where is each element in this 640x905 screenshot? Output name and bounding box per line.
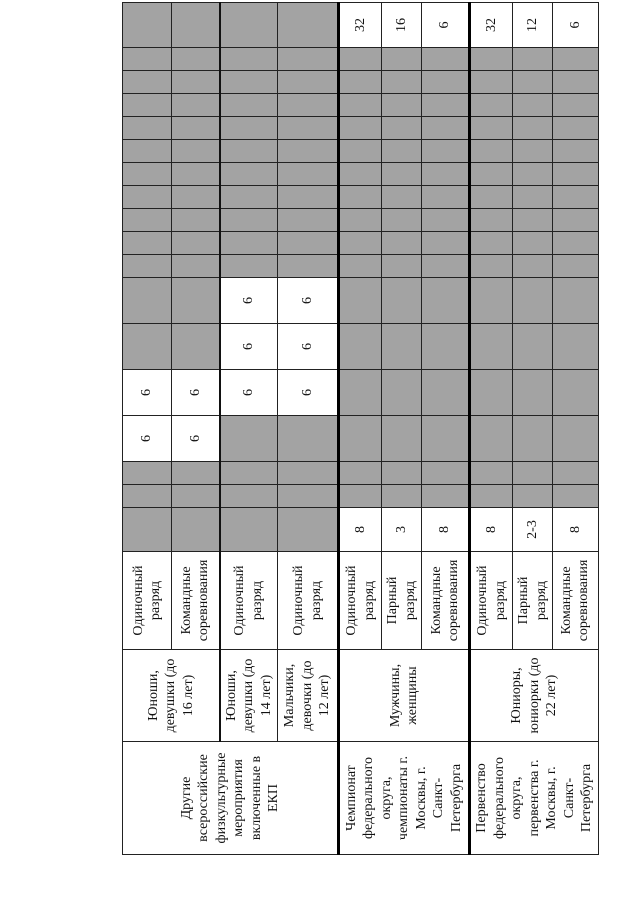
grid-cell: [339, 186, 382, 209]
grid-cell: [553, 48, 598, 71]
grid-cell: [172, 71, 220, 94]
grid-cell: [172, 278, 220, 324]
count-cell: [220, 3, 278, 48]
discipline-cell: Одиночный разряд: [220, 552, 278, 650]
grid-cell: [339, 255, 382, 278]
grid-cell: 6: [172, 416, 220, 462]
grid-cell: [553, 186, 598, 209]
grid-cell: [339, 94, 382, 117]
grid-cell: [422, 416, 470, 462]
count-cell: 6: [553, 3, 598, 48]
grid-cell: [470, 117, 513, 140]
grid-cell: [220, 186, 278, 209]
table-row: [123, 3, 172, 855]
grid-cell: [470, 163, 513, 186]
grid-cell: [278, 117, 339, 140]
discipline-cell: Командные соревнования: [553, 552, 598, 650]
grid-cell: [278, 140, 339, 163]
grid-cell: [513, 186, 553, 209]
grid-cell: [172, 94, 220, 117]
rotated-table-container: [122, 18, 594, 855]
grid-cell: [422, 117, 470, 140]
grid-cell: [382, 324, 422, 370]
grid-cell: [470, 370, 513, 416]
grid-cell: 6: [278, 278, 339, 324]
participants-cell: [278, 508, 339, 552]
grid-cell: [172, 186, 220, 209]
grid-cell: [123, 232, 172, 255]
grid-cell: [513, 163, 553, 186]
participants-cell: [172, 508, 220, 552]
grid-cell: [382, 163, 422, 186]
grid-cell: [220, 209, 278, 232]
grid-cell: [422, 232, 470, 255]
grid-cell: [172, 462, 220, 485]
count-cell: 12: [513, 3, 553, 48]
grid-cell: [278, 71, 339, 94]
grid-cell: [339, 324, 382, 370]
grid-cell: [470, 416, 513, 462]
grid-cell: [553, 278, 598, 324]
discipline-cell: Командные соревнования: [172, 552, 220, 650]
grid-cell: [123, 71, 172, 94]
discipline-cell: Одиночный разряд: [123, 552, 172, 650]
competition-table: [122, 2, 599, 855]
grid-cell: [470, 71, 513, 94]
grid-cell: [422, 324, 470, 370]
grid-cell: [553, 232, 598, 255]
grid-cell: [339, 71, 382, 94]
grid-cell: [513, 416, 553, 462]
grid-cell: [123, 94, 172, 117]
grid-cell: [553, 117, 598, 140]
grid-cell: [220, 140, 278, 163]
count-cell: [123, 3, 172, 48]
discipline-cell: Парный разряд: [513, 552, 553, 650]
grid-cell: [339, 48, 382, 71]
grid-cell: [339, 462, 382, 485]
age-group-cell: Юноши, девушки (до 14 лет): [220, 650, 278, 742]
grid-cell: [470, 140, 513, 163]
grid-cell: [382, 48, 422, 71]
grid-cell: [339, 140, 382, 163]
table-row: [339, 3, 382, 855]
grid-cell: [422, 278, 470, 324]
grid-cell: [220, 416, 278, 462]
grid-cell: [382, 370, 422, 416]
participants-cell: [220, 508, 278, 552]
grid-cell: [470, 48, 513, 71]
count-cell: 32: [339, 3, 382, 48]
grid-cell: [220, 462, 278, 485]
grid-cell: [278, 163, 339, 186]
grid-cell: [513, 485, 553, 508]
grid-cell: [553, 370, 598, 416]
count-cell: 16: [382, 3, 422, 48]
grid-cell: [278, 209, 339, 232]
event-cell: Другие всероссийские физкультурные мероприятия включенные в ЕКП: [123, 742, 339, 855]
grid-cell: [382, 462, 422, 485]
grid-cell: [220, 71, 278, 94]
grid-cell: [553, 209, 598, 232]
grid-cell: 6: [123, 370, 172, 416]
grid-cell: 6: [278, 370, 339, 416]
grid-cell: [470, 94, 513, 117]
grid-cell: [172, 48, 220, 71]
grid-cell: [123, 255, 172, 278]
participants-cell: 8: [553, 508, 598, 552]
event-cell: Первенство федерального округа, первенства г. Москвы, г. Санкт-Петербурга: [470, 742, 599, 855]
grid-cell: [422, 140, 470, 163]
grid-cell: [470, 278, 513, 324]
grid-cell: [553, 416, 598, 462]
grid-cell: [553, 255, 598, 278]
grid-cell: [470, 255, 513, 278]
discipline-cell: Одиночный разряд: [470, 552, 513, 650]
grid-cell: [470, 209, 513, 232]
grid-cell: 6: [172, 370, 220, 416]
grid-cell: [278, 186, 339, 209]
grid-cell: [513, 255, 553, 278]
grid-cell: 6: [220, 278, 278, 324]
event-cell: Чемпионат федерального округа, чемпионаты г. Москвы, г. Санкт-Петербурга: [339, 742, 470, 855]
grid-cell: [422, 462, 470, 485]
table-row: [278, 3, 339, 855]
grid-cell: [513, 48, 553, 71]
grid-cell: [220, 48, 278, 71]
participants-cell: 8: [470, 508, 513, 552]
grid-cell: [553, 485, 598, 508]
grid-cell: [172, 324, 220, 370]
participants-cell: 3: [382, 508, 422, 552]
grid-cell: [422, 255, 470, 278]
grid-cell: [123, 324, 172, 370]
grid-cell: [220, 163, 278, 186]
grid-cell: [123, 209, 172, 232]
grid-cell: [422, 209, 470, 232]
grid-cell: [470, 232, 513, 255]
discipline-cell: Парный разряд: [382, 552, 422, 650]
age-group-cell: Мужчины, женщины: [339, 650, 470, 742]
grid-cell: [470, 462, 513, 485]
grid-cell: [553, 140, 598, 163]
grid-cell: [220, 232, 278, 255]
grid-cell: [382, 209, 422, 232]
grid-cell: [553, 94, 598, 117]
grid-cell: [470, 186, 513, 209]
grid-cell: [172, 140, 220, 163]
discipline-cell: Командные соревнования: [422, 552, 470, 650]
participants-cell: [123, 508, 172, 552]
grid-cell: [123, 117, 172, 140]
grid-cell: [123, 186, 172, 209]
age-group-cell: Мальчики, девочки (до 12 лет): [278, 650, 339, 742]
grid-cell: [382, 94, 422, 117]
grid-cell: [339, 117, 382, 140]
grid-cell: [513, 324, 553, 370]
grid-cell: [172, 255, 220, 278]
grid-cell: [339, 209, 382, 232]
grid-cell: 6: [123, 416, 172, 462]
grid-cell: [339, 416, 382, 462]
count-cell: [172, 3, 220, 48]
grid-cell: [470, 324, 513, 370]
grid-cell: [553, 163, 598, 186]
grid-cell: [172, 232, 220, 255]
grid-cell: [123, 48, 172, 71]
age-group-cell: Юноши, девушки (до 16 лет): [123, 650, 220, 742]
grid-cell: [513, 462, 553, 485]
grid-cell: [278, 255, 339, 278]
grid-cell: [513, 140, 553, 163]
grid-cell: [123, 485, 172, 508]
grid-cell: [422, 485, 470, 508]
grid-cell: [382, 278, 422, 324]
grid-cell: [278, 94, 339, 117]
grid-cell: [422, 48, 470, 71]
grid-cell: [553, 462, 598, 485]
grid-cell: [470, 485, 513, 508]
grid-cell: [339, 485, 382, 508]
grid-cell: [278, 485, 339, 508]
grid-cell: [382, 117, 422, 140]
grid-cell: [220, 485, 278, 508]
grid-cell: [513, 117, 553, 140]
participants-cell: 2-3: [513, 508, 553, 552]
grid-cell: [513, 232, 553, 255]
count-cell: 6: [422, 3, 470, 48]
grid-cell: [382, 71, 422, 94]
grid-cell: [172, 163, 220, 186]
grid-cell: [172, 485, 220, 508]
table-row: [220, 3, 278, 855]
discipline-cell: Одиночный разряд: [278, 552, 339, 650]
grid-cell: [339, 370, 382, 416]
grid-cell: [278, 48, 339, 71]
grid-cell: [382, 140, 422, 163]
grid-cell: [382, 416, 422, 462]
count-cell: 32: [470, 3, 513, 48]
grid-cell: [422, 186, 470, 209]
grid-cell: [278, 462, 339, 485]
grid-cell: [422, 370, 470, 416]
grid-cell: [382, 255, 422, 278]
participants-cell: 8: [422, 508, 470, 552]
grid-cell: [172, 117, 220, 140]
count-cell: [278, 3, 339, 48]
grid-cell: [123, 462, 172, 485]
grid-cell: [220, 117, 278, 140]
grid-cell: [422, 94, 470, 117]
grid-cell: [278, 232, 339, 255]
grid-cell: [422, 163, 470, 186]
participants-cell: 8: [339, 508, 382, 552]
grid-cell: 6: [220, 324, 278, 370]
grid-cell: 6: [220, 370, 278, 416]
grid-cell: [339, 232, 382, 255]
grid-cell: [123, 163, 172, 186]
grid-cell: [513, 370, 553, 416]
grid-cell: [513, 209, 553, 232]
grid-cell: [513, 94, 553, 117]
table-row: [470, 3, 513, 855]
grid-cell: [220, 94, 278, 117]
grid-cell: [513, 278, 553, 324]
grid-cell: [339, 278, 382, 324]
age-group-cell: Юниоры, юниорки (до 22 лет): [470, 650, 599, 742]
grid-cell: [172, 209, 220, 232]
grid-cell: [513, 71, 553, 94]
grid-cell: [339, 163, 382, 186]
grid-cell: [422, 71, 470, 94]
grid-cell: 6: [278, 324, 339, 370]
grid-cell: [123, 140, 172, 163]
grid-cell: [123, 278, 172, 324]
discipline-cell: Одиночный разряд: [339, 552, 382, 650]
grid-cell: [220, 255, 278, 278]
grid-cell: [382, 232, 422, 255]
grid-cell: [382, 485, 422, 508]
grid-cell: [278, 416, 339, 462]
grid-cell: [553, 71, 598, 94]
grid-cell: [382, 186, 422, 209]
grid-cell: [553, 324, 598, 370]
